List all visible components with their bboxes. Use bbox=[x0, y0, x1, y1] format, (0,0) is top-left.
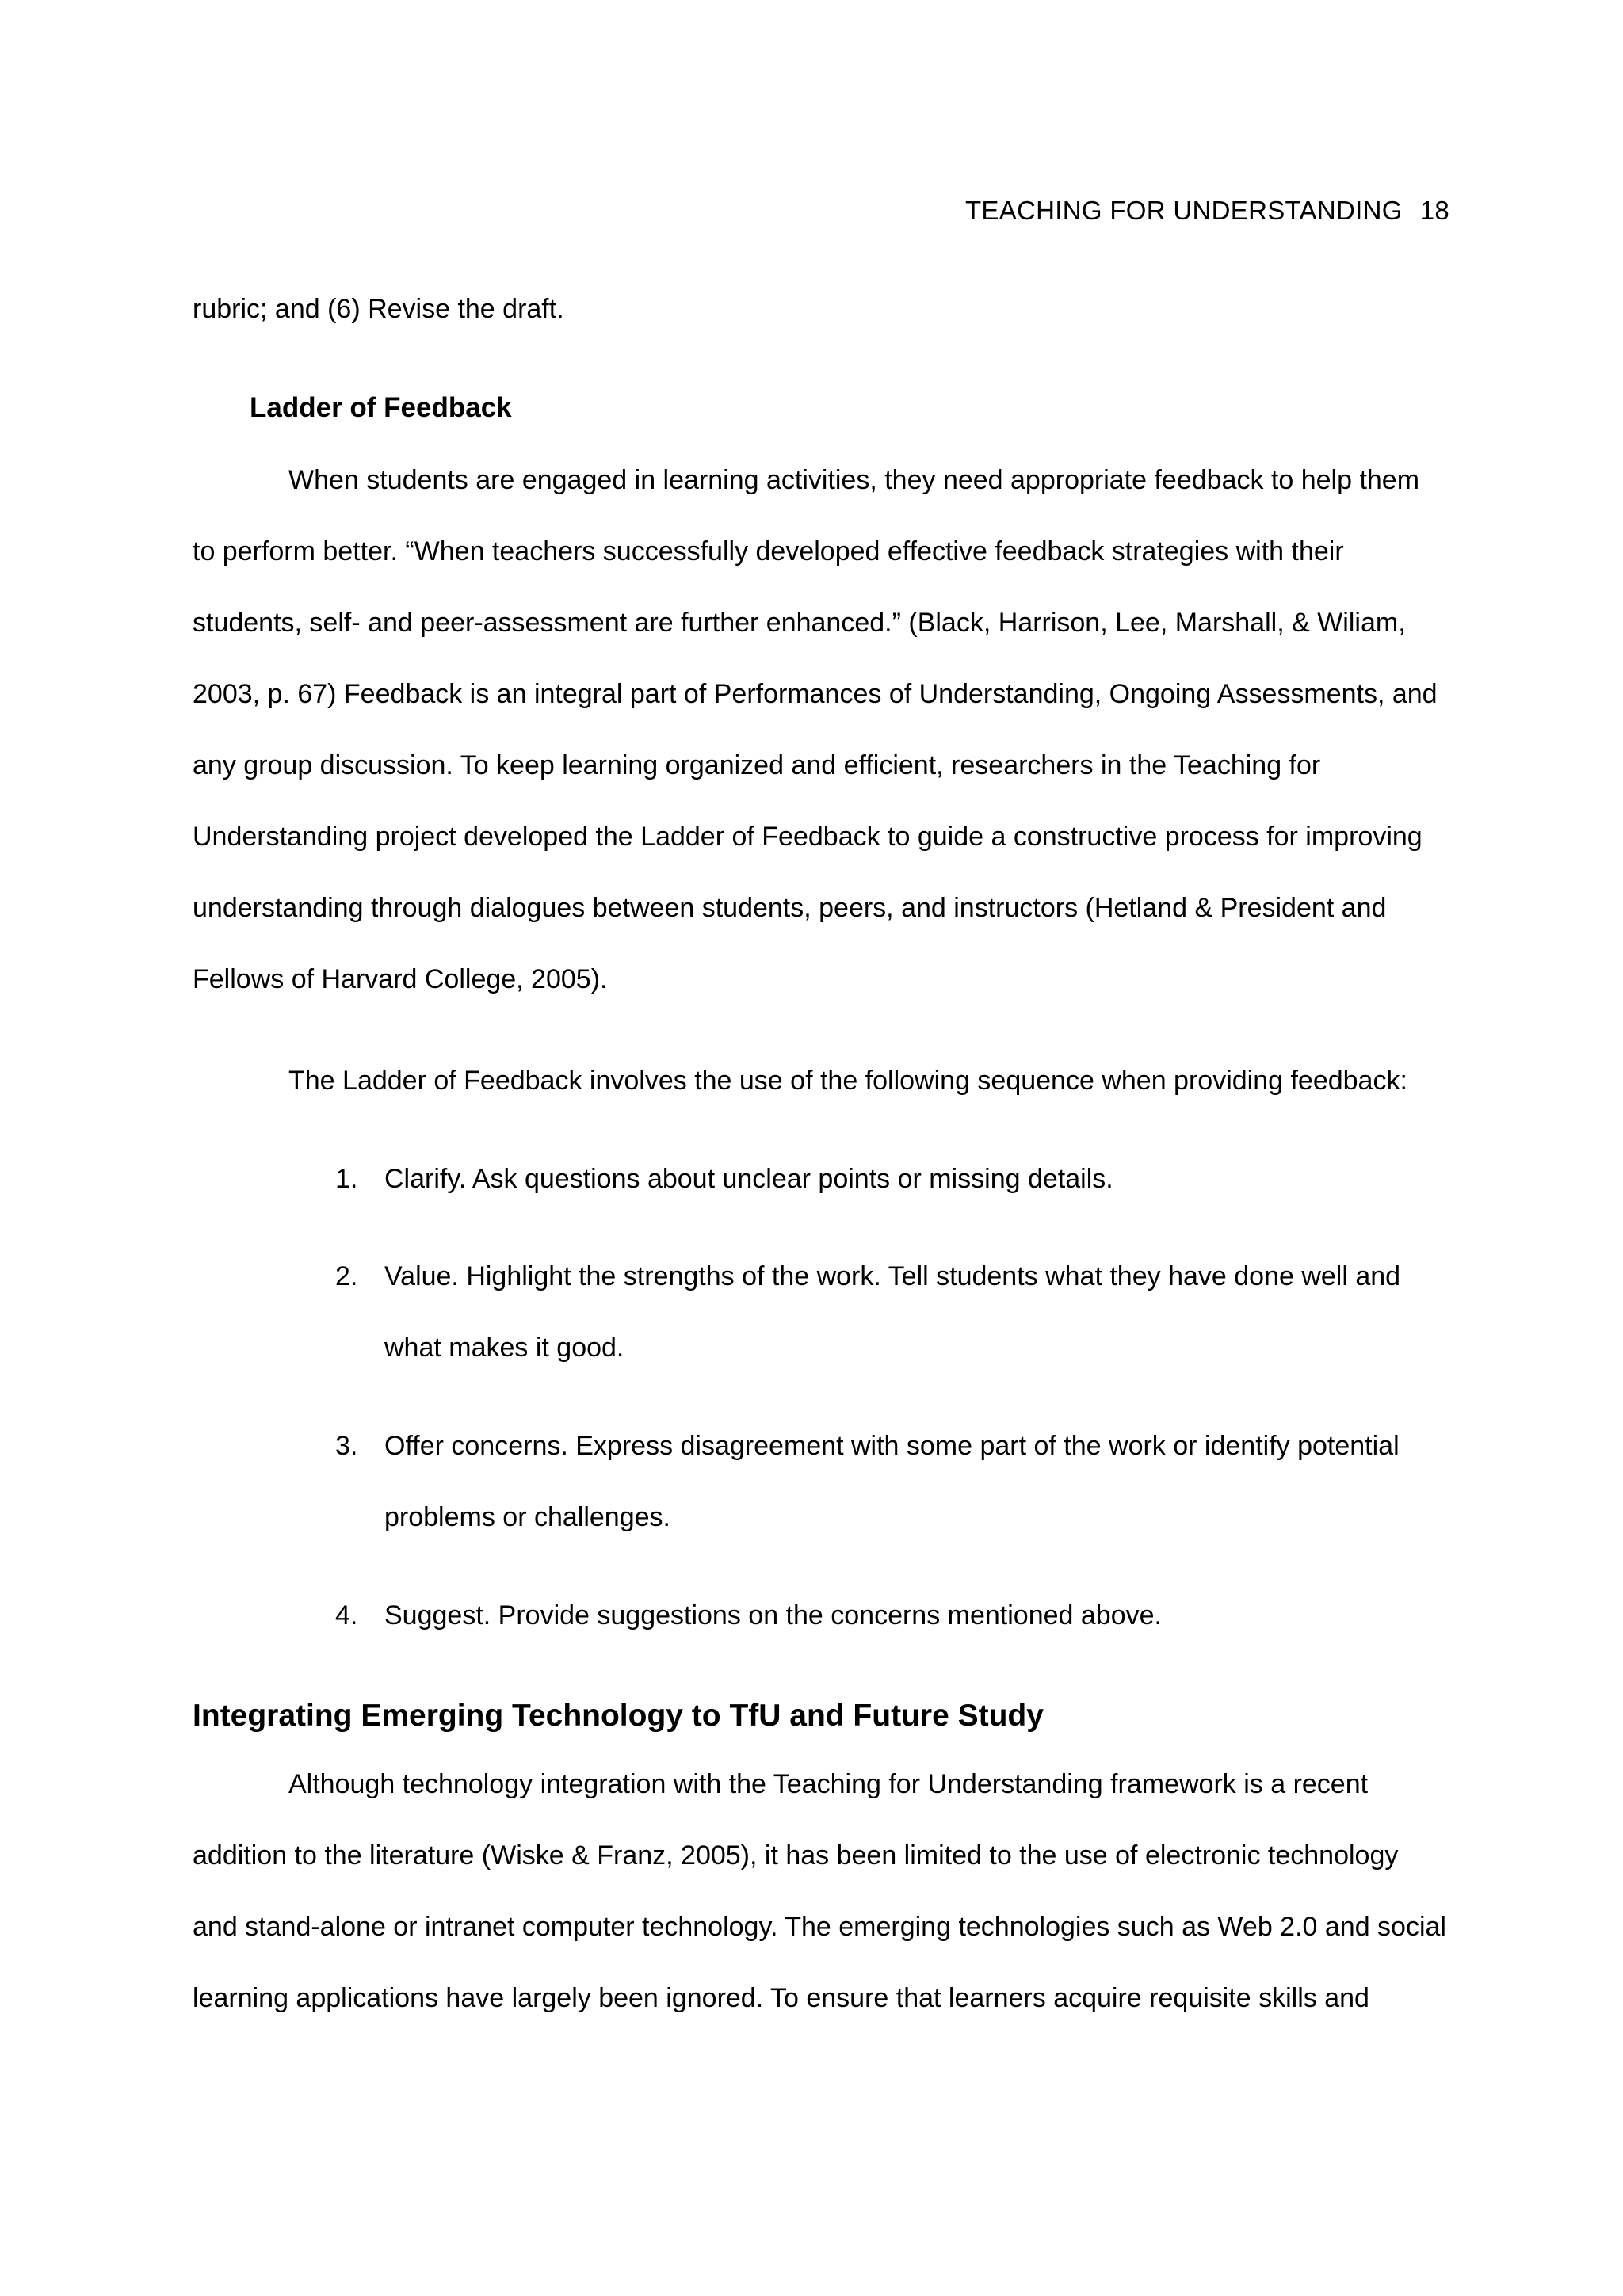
text-line: When students are engaged in learning activities, they need appropriate feedback to help them bbox=[288, 465, 1420, 495]
text-line: Value. Highlight the strengths of the work. Tell students what they have done well and bbox=[384, 1261, 1401, 1291]
text-line: problems or challenges. bbox=[384, 1502, 670, 1532]
list-number: 1. bbox=[335, 1164, 358, 1194]
running-title: TEACHING FOR UNDERSTANDING bbox=[964, 196, 1403, 225]
text-line: Understanding project developed the Ladder of Feedback to guide a constructive process for improving bbox=[193, 822, 1423, 852]
text-line: learning applications have largely been ignored. To ensure that learners acquire requisite skills and bbox=[193, 1983, 1369, 2013]
list-item-text bbox=[384, 1410, 1446, 1553]
list-item-text bbox=[384, 1580, 1446, 1651]
ladder-paragraph bbox=[193, 444, 1449, 1015]
text-line: rubric; and (6) Revise the draft. bbox=[193, 294, 564, 324]
text-line: Suggest. Provide suggestions on the concerns mentioned above. bbox=[384, 1600, 1162, 1630]
text-line: Offer concerns. Express disagreement with some part of the work or identify potential bbox=[384, 1431, 1400, 1461]
text-line: 2003, p. 67) Feedback is an integral part of Performances of Understanding, Ongoing Assessments, and bbox=[193, 679, 1438, 709]
section-heading-ladder-of-feedback: Ladder of Feedback bbox=[250, 392, 512, 423]
section-heading-integrating-emerging-technology: Integrating Emerging Technology to TfU and Future Study bbox=[193, 1699, 1044, 1733]
list-item-text bbox=[384, 1143, 1446, 1215]
text-line: any group discussion. To keep learning organized and efficient, researchers in the Teaching for bbox=[193, 750, 1321, 780]
text-line: The Ladder of Feedback involves the use of the following sequence when providing feedback: bbox=[288, 1066, 1407, 1096]
text-line: and stand-alone or intranet computer technology. The emerging technologies such as Web 2.0 and social bbox=[193, 1912, 1446, 1942]
ladder-intro-paragraph bbox=[193, 1045, 1449, 1116]
list-number: 3. bbox=[335, 1431, 358, 1461]
text-line: Fellows of Harvard College, 2005). bbox=[193, 964, 608, 994]
text-line: addition to the literature (Wiske & Franz, 2005), it has been limited to the use of electronic technology bbox=[193, 1840, 1399, 1871]
list-number: 4. bbox=[335, 1600, 358, 1630]
text-line: to perform better. “When teachers successfully developed effective feedback strategies with their bbox=[193, 536, 1344, 566]
text-line: understanding through dialogues between students, peers, and instructors (Hetland & President and bbox=[193, 893, 1387, 923]
page-number: 18 bbox=[1419, 196, 1449, 225]
text-line: what makes it good. bbox=[384, 1333, 624, 1363]
list-item-text bbox=[384, 1241, 1446, 1383]
text-line: students, self- and peer-assessment are further enhanced.” (Black, Harrison, Lee, Marshall, & Wiliam, bbox=[193, 608, 1406, 638]
list-number: 2. bbox=[335, 1261, 358, 1291]
running-header bbox=[965, 195, 1449, 227]
integrating-paragraph bbox=[193, 1749, 1449, 2034]
text-line: Clarify. Ask questions about unclear points or missing details. bbox=[384, 1164, 1113, 1194]
text-line: Although technology integration with the Teaching for Understanding framework is a recent bbox=[288, 1769, 1369, 1799]
continuation-paragraph bbox=[193, 273, 1449, 345]
